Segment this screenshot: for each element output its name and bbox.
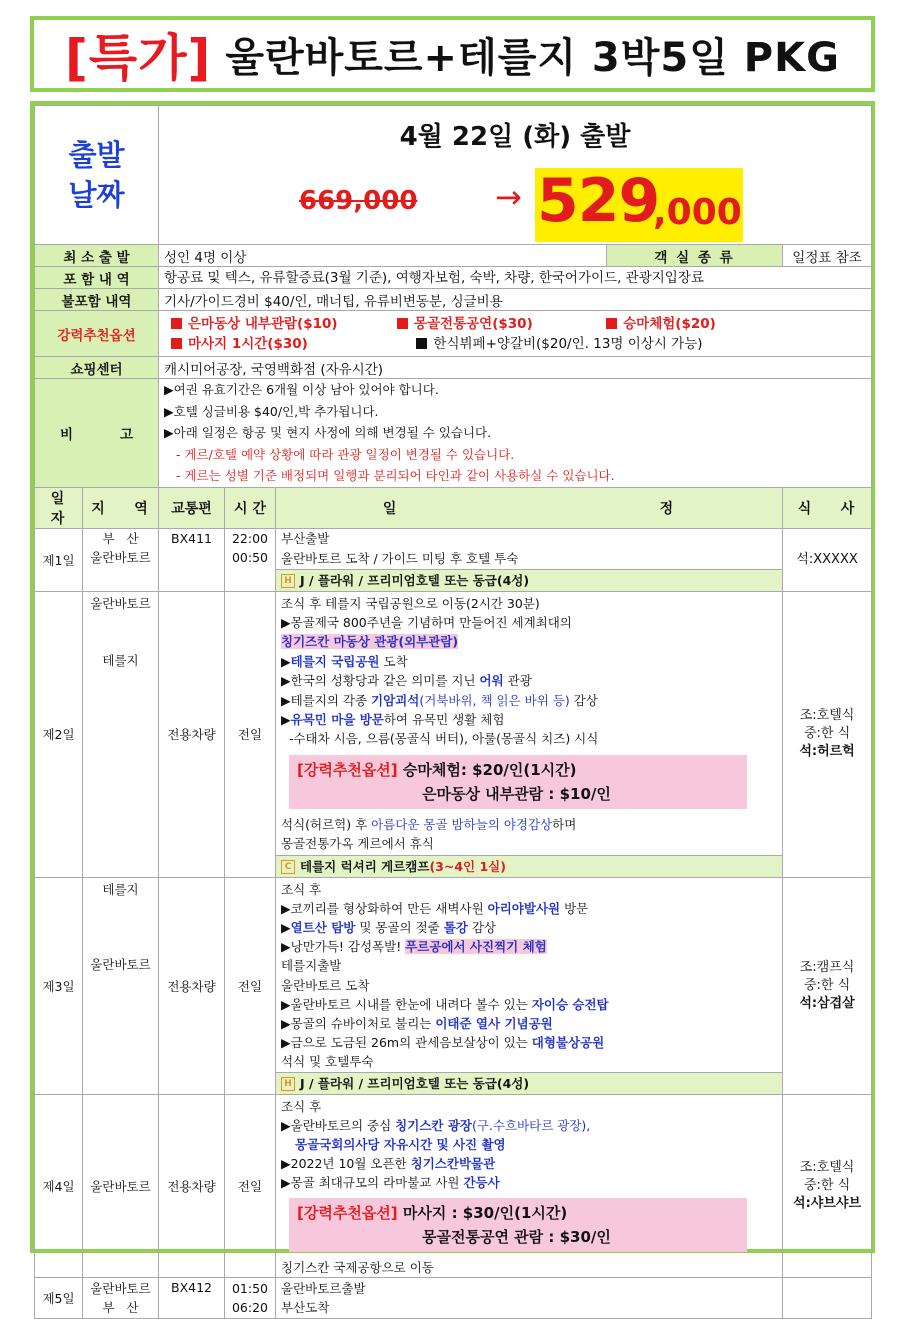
option-buffet: 한식뷔페+양갈비($20/인. 13명 이상시 가능)	[433, 335, 703, 352]
title-banner	[30, 16, 875, 92]
day2-breakfast: 조:호텔식	[799, 708, 855, 724]
itinerary-table	[34, 105, 872, 1319]
options-cell	[159, 311, 872, 357]
day2-row	[35, 591, 872, 877]
note-ger-gender: - 게르는 성별 기준 배정되며 일행과 분리되어 타인과 같이 사용하실 수 있습니다.	[176, 468, 615, 483]
day2-option1: 승마체험: $20/인(1시간)	[402, 760, 577, 779]
day1-transport: BX411	[159, 528, 225, 591]
day1-row	[35, 528, 872, 591]
day2-nomad: 유목민 마을 방문	[290, 711, 384, 727]
day1-hotel	[276, 569, 782, 591]
shopping-value: 캐시미어공장, 국영백화점 (자유시간)	[159, 357, 872, 379]
day3-itinerary	[276, 877, 783, 1094]
shopping-label: 쇼핑센터	[35, 357, 159, 379]
day5-place-to: 부 산	[102, 1299, 139, 1315]
day5-transport: BX412	[159, 1277, 225, 1318]
day2-line9-tail: 하며	[552, 816, 577, 832]
day4-line3: 몽골국회의사당 자유시간 및 사진 촬영	[295, 1136, 506, 1152]
day1-place-from: 부 산	[102, 530, 139, 546]
day3-dinner: 석:삼겹살	[799, 995, 855, 1011]
day2-hotel-room: (3~4인 1실)	[429, 858, 506, 874]
day1-place-to: 울란바토르	[90, 549, 151, 565]
red-square-icon	[606, 318, 617, 329]
day5-itinerary	[276, 1277, 783, 1318]
day3-breakfast: 조:캠프식	[799, 959, 855, 975]
departure-label	[35, 106, 159, 245]
day3-hotel	[276, 1072, 782, 1094]
day2-place	[83, 591, 159, 877]
day2-option-box	[289, 755, 747, 809]
day2-line7-tail: 하여 유목민 생활 체험	[383, 711, 505, 727]
day2-line5-tail: 관광	[503, 673, 532, 689]
min-departure-label: 최 소 출 발	[35, 245, 159, 267]
options-row2	[171, 334, 866, 354]
day4-line5	[281, 1173, 777, 1192]
day4-square: 칭기스칸 광장	[395, 1117, 472, 1133]
options-row1	[171, 314, 866, 334]
day4-line5-head: ▶몽골 최대규모의 라마불교 사원	[281, 1174, 464, 1190]
day3-line4-head: ▶낭만가득! 감성폭발!	[281, 939, 406, 955]
day1-itinerary	[276, 528, 783, 591]
page-title: 울란바토르+테를지 3박5일 PKG	[225, 34, 840, 81]
day4-option-box	[289, 1198, 747, 1252]
day5-place-from: 울란바토르	[90, 1280, 151, 1296]
note-ger-change: - 게르/호텔 예약 상황에 따라 관광 일정이 변경될 수 있습니다.	[176, 446, 515, 462]
day5-row	[35, 1277, 872, 1318]
day2-option-label: [강력추천옵션]	[297, 760, 398, 779]
day4-museum: 칭기스칸박물관	[410, 1155, 496, 1171]
day4-line4	[281, 1154, 777, 1173]
day4-square-detail: (구.수흐바타르 광장),	[471, 1117, 591, 1133]
day4-place: 울란바토르	[83, 1094, 159, 1277]
departure-price-cell	[159, 106, 872, 245]
day3-tuul: 톨강	[443, 919, 468, 935]
day5-place	[83, 1277, 159, 1318]
day2-rocks: 기암괴석	[371, 692, 420, 708]
header-time: 시 간	[225, 487, 276, 528]
day2-line6-tail: 감상	[569, 692, 598, 708]
day2-line8: -수태차 시음, 으름(몽골식 버터), 아룰(몽골식 치즈) 시식	[281, 731, 599, 747]
header-transport: 교통편	[159, 487, 225, 528]
option-riding: 승마체험($20)	[623, 315, 716, 332]
day5-time	[225, 1277, 276, 1318]
bullet: ▶	[281, 711, 291, 727]
day5-time-dep: 01:50	[231, 1280, 269, 1296]
day3-transport: 전용차량	[159, 877, 225, 1094]
day4-dinner: 석:샤브샤브	[793, 1195, 862, 1211]
day3-meal	[783, 877, 872, 1094]
day4-option2: 몽골전통공연 관람 : $30/인	[422, 1227, 611, 1246]
min-departure-value: 성인 4명 이상	[159, 245, 607, 267]
day2-time: 전일	[225, 591, 276, 877]
day3-line2	[281, 899, 777, 918]
red-square-icon	[397, 318, 408, 329]
day3-line3	[281, 918, 777, 937]
bullet: ▶	[281, 919, 291, 935]
day2-label: 제2일	[35, 591, 83, 877]
day3-place-from: 테를지	[102, 881, 139, 897]
day3-label: 제3일	[35, 877, 83, 1094]
day1-time-dep: 22:00	[231, 530, 269, 546]
bullet: ▶	[281, 653, 291, 669]
day1-line1: 부산출발	[281, 530, 330, 546]
red-square-icon	[171, 338, 182, 349]
day4-line6: 칭기스칸 국제공항으로 이동	[281, 1259, 434, 1275]
day2-transport: 전용차량	[159, 591, 225, 877]
day1-meal: 석:XXXXX	[783, 528, 872, 591]
day2-line6-head: ▶테를지의 각종	[281, 692, 372, 708]
day4-breakfast: 조:호텔식	[799, 1159, 855, 1175]
header-day: 일 자	[35, 487, 83, 528]
day3-line1: 조식 후	[281, 881, 322, 897]
day3-line9	[281, 1033, 777, 1052]
note-single: ▶호텔 싱글비용 $40/인,박 추가됩니다.	[164, 403, 379, 419]
day3-line8	[281, 1014, 777, 1033]
day2-line4	[281, 652, 777, 671]
day2-line5-head: ▶한국의 성황당과 같은 의미를 지닌	[281, 673, 480, 689]
day2-ovoo: 어워	[479, 673, 504, 689]
options-label: 강력추천옵션	[35, 311, 159, 357]
day3-buddha: 대형불상공원	[531, 1035, 605, 1051]
departure-date: 4월 22일 (화) 출발	[399, 122, 631, 152]
day2-nightsky: 아름다운 몽골 밤하늘의 야경감상	[371, 816, 553, 832]
day3-photo: 푸르공에서 사진찍기 체험	[405, 939, 547, 955]
notes-label: 비 고	[35, 379, 159, 488]
day3-line8-head: ▶몽골의 슈바이처로 불리는	[281, 1015, 436, 1031]
day5-label: 제5일	[35, 1277, 83, 1318]
day4-meal	[783, 1094, 872, 1277]
day4-itinerary	[276, 1094, 783, 1277]
day2-meal	[783, 591, 872, 877]
day4-transport: 전용차량	[159, 1094, 225, 1277]
red-square-icon	[171, 318, 182, 329]
day3-line2-head: ▶코끼리를 형상화하여 만든 새벽사원	[281, 900, 488, 916]
day2-line9-head: 석식(허르헉) 후	[281, 816, 372, 832]
new-price-tail: ,000	[653, 192, 742, 233]
itinerary-frame	[30, 101, 875, 1315]
day2-hotel	[276, 855, 782, 877]
day2-line3	[281, 632, 777, 651]
day3-line4	[281, 937, 777, 956]
day4-line2	[281, 1116, 777, 1135]
day2-line4-tail: 도착	[379, 653, 408, 669]
day2-line5	[281, 671, 777, 690]
day4-line4-head: ▶2022년 10월 오픈한	[281, 1155, 411, 1171]
day4-row	[35, 1094, 872, 1277]
day2-terelj: 테를지 국립공원	[290, 653, 380, 669]
day3-mountain: 열트산 탐방	[290, 919, 356, 935]
day3-line9-head: ▶금으로 도금된 26m의 관세음보살상이 있는	[281, 1035, 532, 1051]
day3-row	[35, 877, 872, 1094]
note-change: ▶아래 일정은 항공 및 현지 사정에 의해 변경될 수 있습니다.	[164, 425, 492, 440]
day5-meal	[783, 1277, 872, 1318]
option-show: 몽골전통공연($30)	[413, 315, 533, 332]
day4-label: 제4일	[35, 1094, 83, 1277]
day2-rocks-detail: (거북바위, 책 읽은 바위 등)	[419, 692, 570, 708]
day3-zaisan: 자이승 승전탑	[531, 996, 609, 1012]
day2-line3-text: 칭기즈칸 마동상 관광(외부관람)	[281, 634, 459, 650]
departure-label-line1: 출발	[68, 138, 125, 172]
day4-gandan: 간등사	[463, 1174, 500, 1190]
hotel-icon: H	[281, 574, 295, 588]
day3-time: 전일	[225, 877, 276, 1094]
day3-aryabal: 아리야발사원	[487, 900, 561, 916]
day4-option1: 마사지 : $30/인(1시간)	[402, 1203, 568, 1222]
day4-option-label: [강력추천옵션]	[297, 1203, 398, 1222]
price-zone	[159, 168, 871, 238]
day3-place	[83, 877, 159, 1094]
day3-place-to: 울란바토르	[90, 956, 151, 972]
day3-line3-tail: 감상	[467, 919, 496, 935]
day2-line1: 조식 후 테를지 국립공원으로 이동(2시간 30분)	[281, 595, 540, 611]
arrow-icon: →	[495, 178, 522, 216]
header-place: 지 역	[83, 487, 159, 528]
special-tag: [특가]	[65, 29, 212, 87]
day4-time: 전일	[225, 1094, 276, 1277]
day3-line2-tail: 방문	[560, 900, 589, 916]
day3-line10: 석식 및 호텔투숙	[281, 1054, 374, 1070]
option-horse-statue: 은마동상 내부관람($10)	[188, 315, 338, 332]
day3-memorial: 이태준 열사 기념공원	[435, 1015, 553, 1031]
day5-time-arr: 06:20	[231, 1299, 269, 1315]
day2-option2: 은마동상 내부관람 : $10/인	[422, 784, 611, 803]
day2-line10: 몽골전통가옥 게르에서 휴식	[281, 836, 434, 852]
day4-line1: 조식 후	[281, 1098, 322, 1114]
day5-line1: 울란바토르출발	[281, 1280, 366, 1296]
hotel-icon: H	[281, 1077, 295, 1091]
day3-hotel-text: J / 플라워 / 프리미엄호텔 또는 동급(4성)	[300, 1075, 530, 1091]
excluded-value: 기사/가이드경비 $40/인, 매너팁, 유류비변동분, 싱글비용	[159, 289, 872, 311]
day2-place-to: 테를지	[102, 652, 139, 668]
departure-label-line2: 날짜	[68, 178, 125, 212]
day1-time	[225, 528, 276, 591]
day3-line7	[281, 995, 777, 1014]
old-price: 669,000	[299, 186, 418, 216]
new-price	[535, 168, 743, 242]
day1-time-arr: 00:50	[231, 549, 269, 565]
day1-label: 제1일	[35, 528, 83, 591]
day3-line7-head: ▶울란바토르 시내를 한눈에 내려다 볼수 있는	[281, 996, 532, 1012]
note-passport: ▶여권 유효기간은 6개월 이상 남아 있어야 합니다.	[164, 382, 439, 397]
day2-line9	[281, 815, 777, 834]
day2-line7	[281, 710, 777, 729]
room-type-label: 객 실 종 류	[607, 245, 783, 267]
new-price-main: 529	[537, 166, 660, 236]
day2-itinerary	[276, 591, 783, 877]
day2-lunch: 중:한 식	[803, 726, 851, 742]
day3-line3-mid: 및 몽골의 젖줄	[355, 919, 444, 935]
notes-cell	[159, 379, 872, 488]
day3-lunch: 중:한 식	[803, 977, 851, 993]
black-square-icon	[416, 338, 427, 349]
day1-place	[83, 528, 159, 591]
day4-lunch: 중:한 식	[803, 1177, 851, 1193]
header-meal: 식 사	[783, 487, 872, 528]
included-label: 포 함 내 역	[35, 267, 159, 289]
camp-icon: C	[281, 860, 295, 874]
day2-line6	[281, 691, 777, 710]
room-type-value: 일정표 참조	[783, 245, 872, 267]
day2-dinner: 석:허르헉	[799, 744, 855, 760]
header-itinerary: 일 정	[276, 487, 783, 528]
day1-line2: 울란바토르 도착 / 가이드 미팅 후 호텔 투숙	[281, 550, 519, 566]
day2-line2: ▶몽골제국 800주년을 기념하며 만들어진 세계최대의	[281, 614, 572, 630]
day4-line2-head: ▶울란바토르의 중심	[281, 1117, 396, 1133]
day2-hotel-text: 테를지 럭셔리 게르캠프	[300, 858, 430, 874]
day3-line5: 테를지출발	[281, 958, 342, 974]
day5-line2: 부산도착	[281, 1299, 330, 1315]
day2-place-from: 울란바토르	[90, 595, 151, 611]
day1-hotel-text: J / 플라워 / 프리미엄호텔 또는 동급(4성)	[300, 572, 530, 588]
option-massage: 마사지 1시간($30)	[188, 335, 308, 352]
excluded-label: 불포함 내역	[35, 289, 159, 311]
day3-line6: 울란바토르 도착	[281, 977, 370, 993]
included-value: 항공료 및 텍스, 유류할증료(3월 기준), 여행자보험, 숙박, 차량, 한국어가이드, 관광지입장료	[159, 267, 872, 289]
